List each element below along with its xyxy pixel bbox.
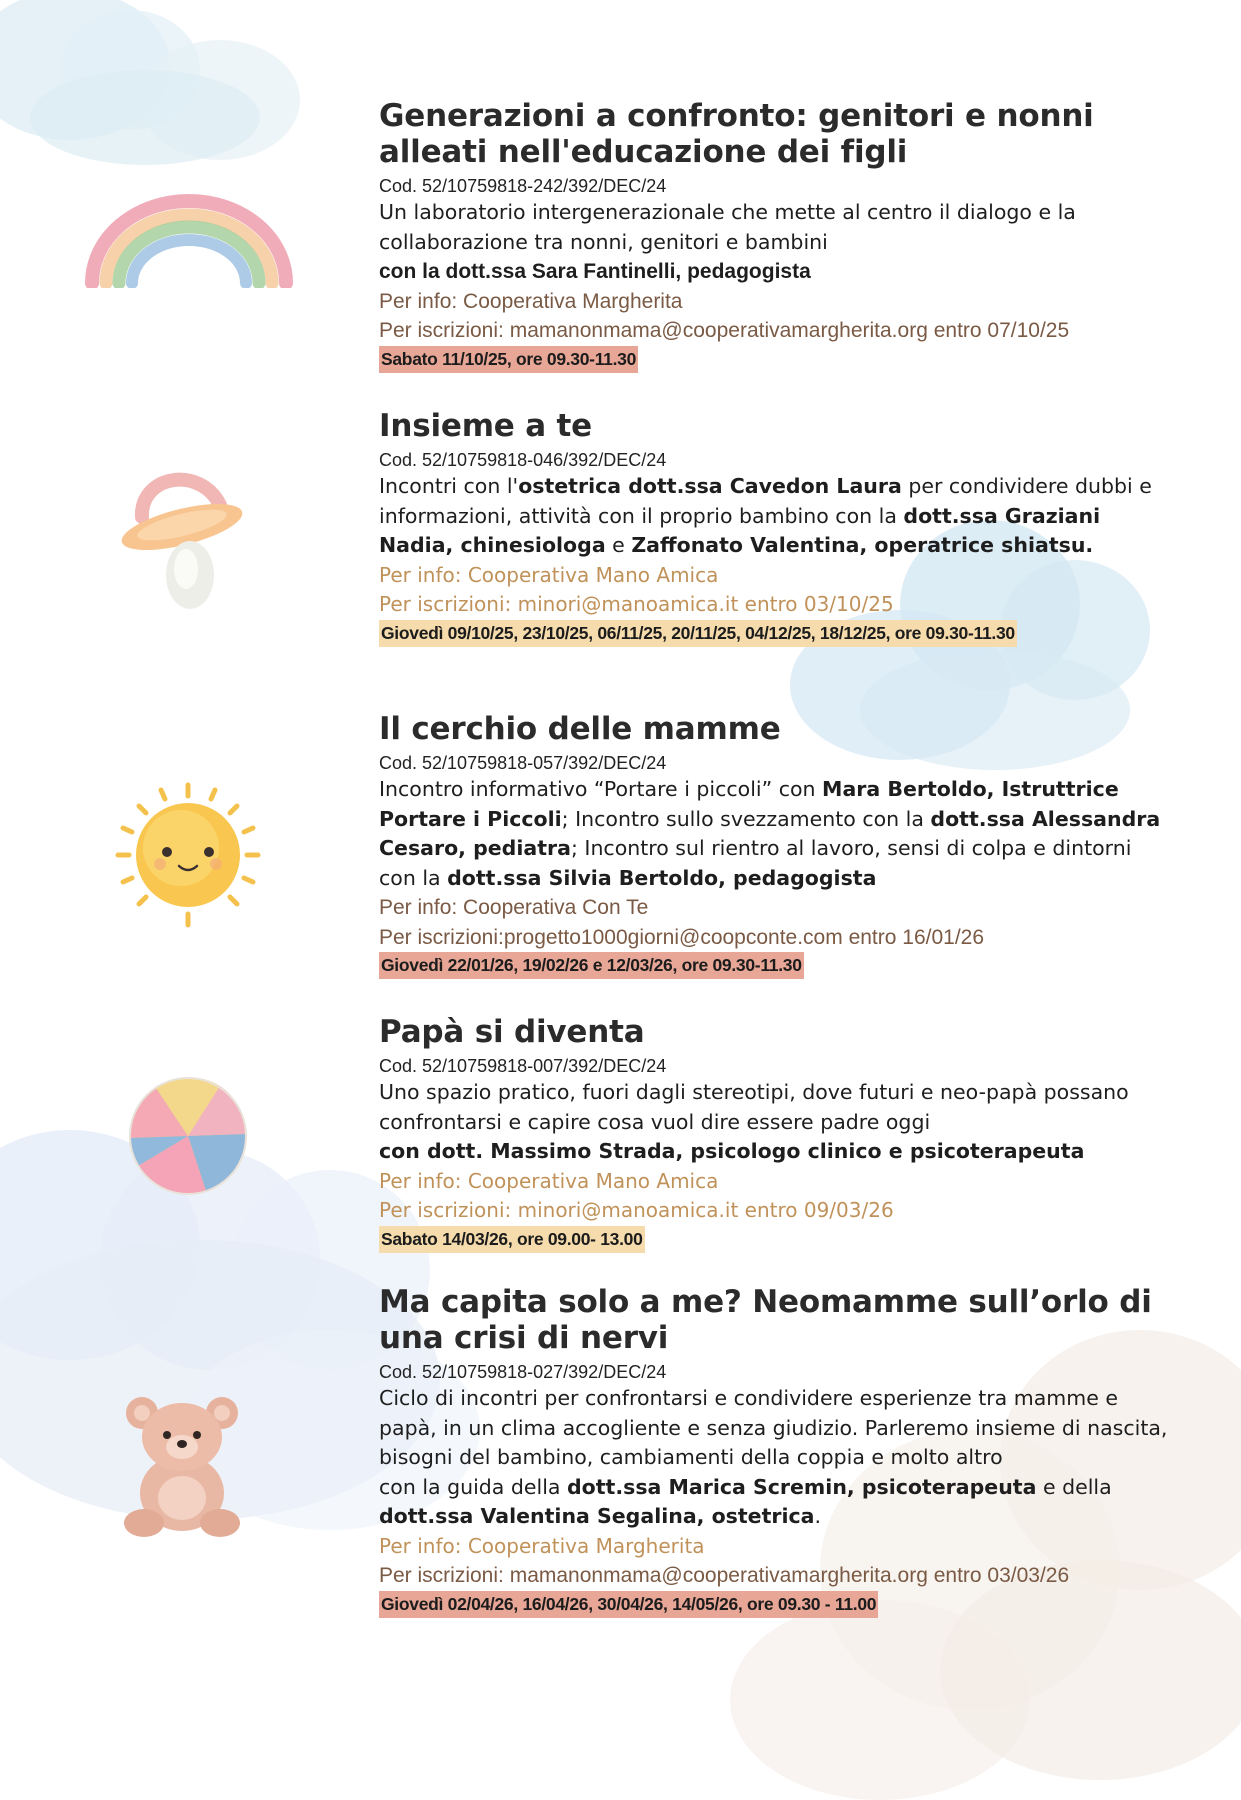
event-5 [379, 1284, 1169, 1618]
event-title: Papà si diventa [379, 1014, 645, 1050]
event-date: Giovedì 09/10/25, 23/10/25, 06/11/25, 20/11/25, 04/12/25, 18/12/25, ore 09.30-11.30 [379, 620, 1017, 647]
event-signup: Per iscrizioni: minori@manoamica.it entro 03/10/25 [379, 592, 894, 616]
event-3 [379, 711, 1169, 979]
event-code: Cod. 52/10759818-027/392/DEC/24 [379, 1362, 667, 1382]
event-date: Giovedì 22/01/26, 19/02/26 e 12/03/26, ore 09.30-11.30 [379, 952, 804, 979]
event-info: Per info: Cooperativa Con Te [379, 896, 649, 919]
ball-icon [128, 1076, 248, 1196]
event-date: Sabato 14/03/26, ore 09.00- 13.00 [379, 1226, 645, 1253]
event-description: Incontro informativo “Portare i piccoli” con Mara Bertoldo, Istruttrice Portare i Piccoli; Incontro sullo svezzamento con la dott.ssa Alessandra Cesaro, pediatra; Incontro sul rientro al lavoro, sensi di colpa e dintorni con la dott.ssa Silvia Bertoldo, pedagogista [379, 777, 1161, 890]
sun-icon [115, 782, 261, 928]
event-code: Cod. 52/10759818-007/392/DEC/24 [379, 1056, 667, 1076]
event-host: con la dott.ssa Sara Fantinelli, pedagogista [379, 260, 811, 283]
event-title: Insieme a te [379, 408, 592, 444]
event-info: Per info: Cooperativa Mano Amica [379, 1168, 719, 1193]
event-signup: Per iscrizioni:progetto1000giorni@coopconte.com entro 16/01/26 [379, 925, 985, 949]
event-info: Per info: Cooperativa Margherita [379, 1533, 705, 1558]
event-description: Incontri con l'ostetrica dott.ssa Cavedon Laura per condividere dubbi e informazioni, attività con il proprio bambino con la dott.ssa Graziani Nadia, chinesiologa e Zaffonato Valentina, operatrice shiatsu. [379, 474, 1152, 557]
event-title: Il cerchio delle mamme [379, 711, 781, 747]
event-signup: Per iscrizioni: minori@manoamica.it entro 09/03/26 [379, 1198, 894, 1222]
event-description: Un laboratorio intergenerazionale che mette al centro il dialogo e la collaborazione tra nonni, genitori e bambini [379, 200, 1076, 254]
event-description: Uno spazio pratico, fuori dagli stereotipi, dove futuri e neo-papà possano confrontarsi e capire cosa vuol dire essere padre oggi [379, 1080, 1129, 1134]
event-code: Cod. 52/10759818-057/392/DEC/24 [379, 753, 667, 773]
event-title: Ma capita solo a me? Neomamme sull’orlo di una crisi di nervi [379, 1284, 1152, 1356]
teddy-bear-icon [122, 1393, 242, 1538]
event-2 [379, 408, 1169, 647]
pacifier-icon [120, 465, 255, 615]
event-description: Ciclo di incontri per confrontarsi e condividere esperienze tra mamme e papà, in un clima accogliente e senza giudizio. Parleremo insieme di nascita, bisogni del bambino, cambiamenti della coppia e molto altro [379, 1386, 1168, 1469]
event-1 [379, 98, 1169, 373]
event-4 [379, 1014, 1169, 1253]
event-code: Cod. 52/10759818-046/392/DEC/24 [379, 450, 667, 470]
rainbow-icon [84, 188, 294, 288]
event-signup: Per iscrizioni: mamanonmama@cooperativamargherita.org entro 03/03/26 [379, 1564, 1070, 1587]
event-host: con la guida della dott.ssa Marica Scremin, psicoterapeuta e della dott.ssa Valentina Segalina, ostetrica. [379, 1474, 1112, 1528]
event-date: Sabato 11/10/25, ore 09.30-11.30 [379, 346, 638, 373]
event-code: Cod. 52/10759818-242/392/DEC/24 [379, 176, 667, 196]
event-signup: Per iscrizioni: mamanonmama@cooperativamargherita.org entro 07/10/25 [379, 319, 1070, 342]
event-title: Generazioni a confronto: genitori e nonni alleati nell'educazione dei figli [379, 98, 1094, 170]
event-info: Per info: Cooperativa Margherita [379, 289, 683, 313]
event-date: Giovedì 02/04/26, 16/04/26, 30/04/26, 14/05/26, ore 09.30 - 11.00 [379, 1591, 878, 1618]
event-info: Per info: Cooperativa Mano Amica [379, 562, 719, 587]
event-host: con dott. Massimo Strada, psicologo clinico e psicoterapeuta [379, 1139, 1085, 1163]
